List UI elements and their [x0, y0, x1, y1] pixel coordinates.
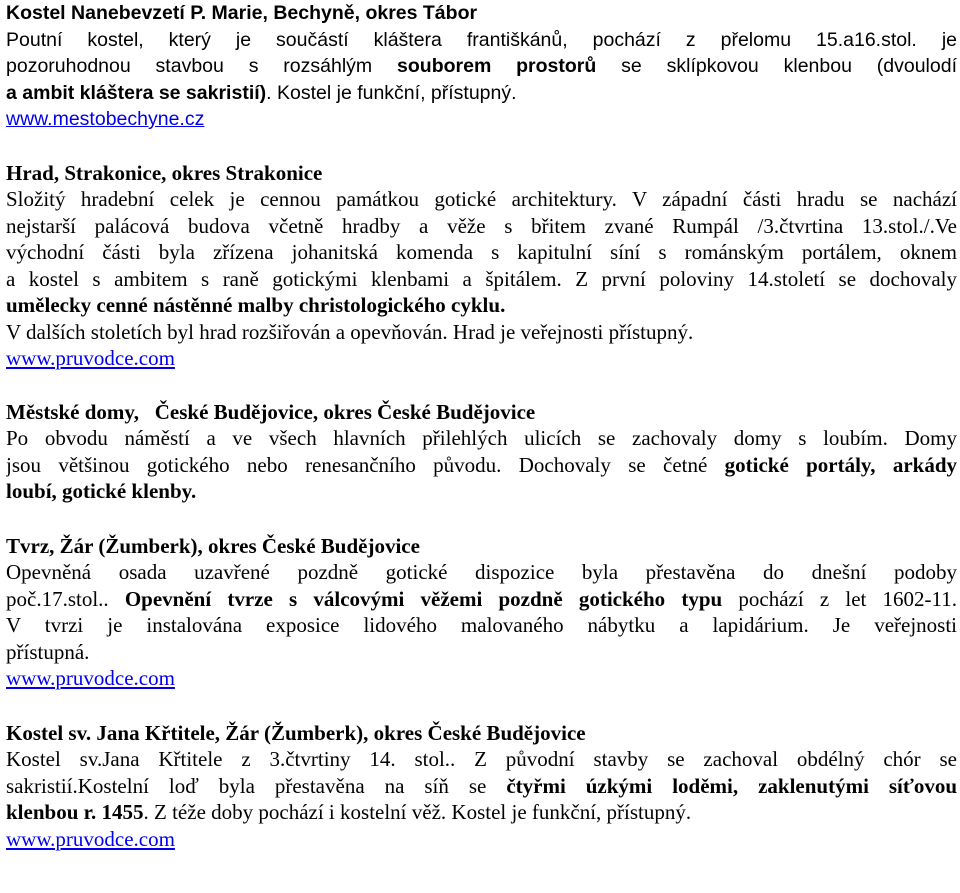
text-run: V dalších stoletích byl hrad rozšiřován a opevňován. Hrad je veřejnosti přístupný. — [6, 319, 694, 344]
paragraph-line — [6, 773, 957, 800]
website-link[interactable]: www.pruvodce.com — [6, 346, 175, 370]
bold-run: a ambit kláštera se sakristií) — [6, 81, 267, 104]
paragraph-line — [6, 612, 957, 639]
text-run: . Z téže doby pochází i kostelní věž. Kostel je funkční, přístupný. — [143, 800, 692, 824]
paragraph-line — [6, 319, 957, 346]
link-line — [6, 345, 957, 372]
text-run: poč.17.stol.. — [6, 586, 125, 611]
title-part: Tvrz, Žár (Žumberk), — [6, 533, 203, 558]
paragraph-line — [6, 27, 957, 54]
text-run: a kostel s ambitem s raně gotickými klenbami a špitálem. Z první poloviny 14.století se dochovaly — [6, 266, 957, 291]
bold-run: umělecky cenné nástěnné malby christologického cyklu. — [6, 293, 506, 317]
section-kostel-jana-krtitele — [6, 720, 957, 853]
text-run: Po obvodu náměstí a ve všech hlavních přilehlých ulicích se zachovaly domy s loubím. Domy — [6, 426, 957, 450]
text-run: se sklípkovou klenbou (dvoulodí — [596, 55, 957, 77]
bold-run: Opevnění tvrze s válcovými věžemi pozdně gotického typu — [124, 586, 723, 611]
paragraph-line — [6, 559, 957, 586]
link-line — [6, 665, 957, 692]
text-run: nejstarší palácová budova včetně hradby a věže s břitem zvané Rumpál /3.čtvrtina 13.stol./.Ve — [6, 213, 957, 238]
paragraph-line — [6, 746, 957, 773]
paragraph-line — [6, 425, 957, 452]
section-title — [6, 399, 957, 426]
paragraph-line — [6, 266, 957, 293]
text-run: Složitý hradební celek je cennou památkou gotické architektury. V západní části hradu se nachází — [6, 187, 957, 211]
paragraph-line — [6, 478, 957, 505]
link-line — [6, 106, 957, 133]
paragraph-line — [6, 53, 957, 80]
section-title: Kostel Nanebevzetí P. Marie, Bechyně, okres Tábor — [6, 2, 478, 24]
website-link[interactable]: www.mestobechyne.cz — [6, 108, 205, 130]
text-run: jsou většinou gotického nebo renesančního původu. Dochovaly se četné — [6, 452, 725, 477]
section-title: Kostel sv. Jana Křtitele, Žár (Žumberk), okres České Budějovice — [6, 720, 586, 745]
section-bechyne — [6, 0, 957, 133]
text-run: pochází z let 1602-11. — [722, 586, 957, 611]
text-run: pozoruhodnou stavbou s rozsáhlým — [6, 55, 398, 77]
section-title — [6, 533, 957, 560]
spacer — [6, 692, 957, 720]
section-tvrz-zar — [6, 533, 957, 692]
bold-run: loubí, gotické klenby. — [6, 479, 197, 503]
spacer — [6, 505, 957, 533]
text-run: sakristií.Kostelní loď byla přestavěna na síň se — [6, 773, 507, 798]
bold-run: gotické portály, arkády — [724, 452, 957, 477]
paragraph-line — [6, 639, 957, 666]
bold-run: klenbou r. 1455 — [6, 800, 144, 824]
text-run: V tvrzi je instalována exposice lidového malovaného nábytku a lapidárium. Je veřejnosti — [6, 613, 957, 637]
text-run: přístupná. — [6, 639, 90, 664]
text-run: Poutní kostel, který je součástí kláštera františkánů, pochází z přelomu 15.a16.stol. je — [6, 28, 957, 51]
section-title: Hrad, Strakonice, okres Strakonice — [6, 160, 323, 185]
paragraph-line — [6, 213, 957, 240]
spacer — [6, 133, 957, 160]
text-run: Kostel sv.Jana Křtitele z 3.čtvrtiny 14. stol.. Z původní stavby se zachoval obdélný chór se — [6, 747, 957, 771]
paragraph-line — [6, 586, 957, 613]
spacer — [6, 372, 957, 399]
text-run: východní části byla zřízena johanitská komenda s kapitulní síní s románským portálem, oknem — [6, 240, 957, 264]
paragraph-line — [6, 186, 957, 213]
paragraph-line — [6, 80, 957, 107]
title-part: České Budějovice, okres České Budějovice — [154, 399, 536, 424]
paragraph-line — [6, 452, 957, 479]
website-link[interactable]: www.pruvodce.com — [6, 666, 175, 690]
text-run: Opevněná osada uzavřené pozdně gotické dispozice byla přestavěna do dnešní podoby — [6, 560, 957, 584]
paragraph-line — [6, 292, 957, 319]
paragraph-line — [6, 799, 957, 826]
link-line — [6, 826, 957, 853]
text-run: . Kostel je funkční, přístupný. — [266, 81, 517, 104]
title-part: Městské domy, — [6, 399, 139, 424]
section-strakonice — [6, 160, 957, 372]
paragraph-line — [6, 239, 957, 266]
section-ceske-budejovice — [6, 399, 957, 505]
title-part: okres České Budějovice — [202, 533, 420, 558]
bold-run: souborem prostorů — [397, 55, 597, 77]
bold-run: čtyřmi úzkými loděmi, zaklenutými síťovou — [506, 773, 957, 798]
website-link[interactable]: www.pruvodce.com — [6, 826, 175, 851]
